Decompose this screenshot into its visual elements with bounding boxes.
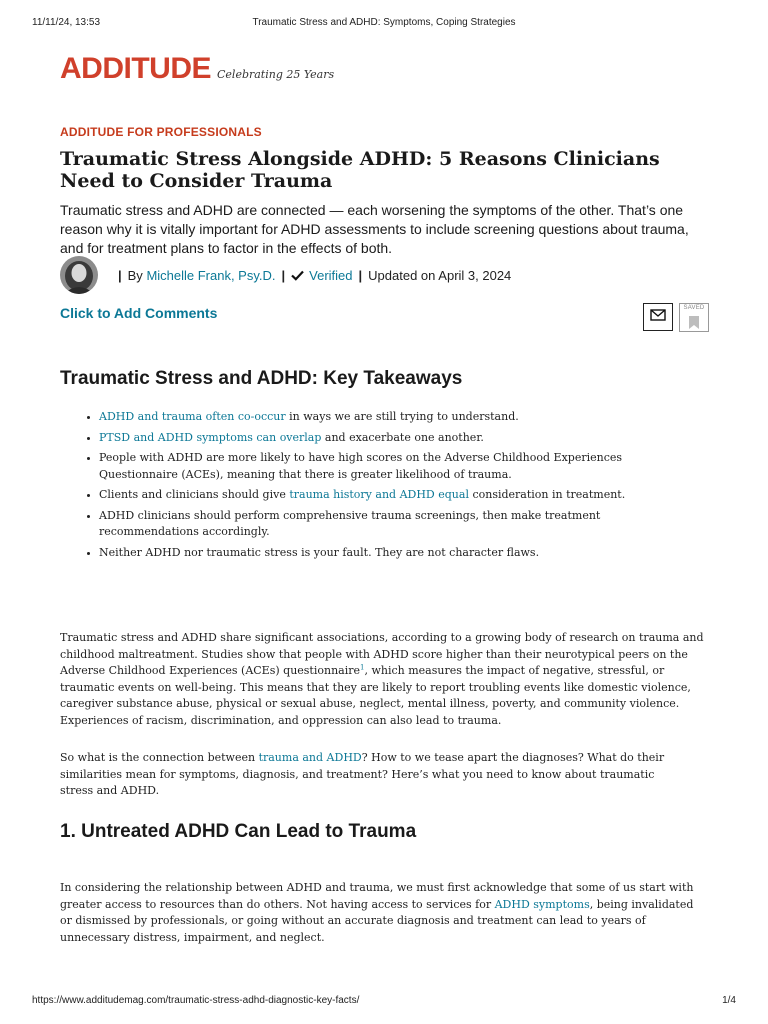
body-paragraph bbox=[60, 880, 695, 946]
author-avatar[interactable] bbox=[60, 256, 98, 294]
print-page-number: 1/4 bbox=[722, 995, 736, 1006]
print-url: https://www.additudemag.com/traumatic-stress-adhd-diagnostic-key-facts/ bbox=[32, 995, 360, 1006]
email-button[interactable] bbox=[643, 303, 673, 331]
byline-by: By bbox=[127, 267, 143, 283]
inline-link[interactable]: trauma and ADHD bbox=[258, 751, 362, 764]
paragraph-text: , being invalidated or dismissed by professionals, or going without an accurate diagnosis and treatment can lead to years of unnecessary distress, impairment, and neglect. bbox=[60, 897, 694, 944]
section-heading: 1. Untreated ADHD Can Lead to Trauma bbox=[60, 821, 417, 842]
verified-link[interactable]: Verified bbox=[309, 267, 353, 283]
print-doc-title: Traumatic Stress and ADHD: Symptoms, Coping Strategies bbox=[252, 17, 516, 28]
print-date: 11/11/24, 13:53 bbox=[32, 17, 101, 28]
bookmark-icon bbox=[689, 316, 699, 334]
list-item bbox=[99, 487, 699, 504]
paragraph-text: , which measures the impact of negative, stressful, or traumatic events on well-being. This means that they are likely to report troubling events like domestic violence, caregiver substance abuse, physical or sexual abuse, neglect, mental illness, poverty, and community violence. Experiences of racism, discrimination, and oppression can also lead to trauma. bbox=[60, 664, 691, 727]
body-paragraph bbox=[60, 630, 715, 730]
article-category[interactable]: ADDITUDE FOR PROFESSIONALS bbox=[60, 125, 262, 139]
takeaway-text: People with ADHD are more likely to have high scores on the Adverse Childhood Experiences Questionnaire (ACEs), meaning that there is greater likelihood of trauma. bbox=[99, 451, 623, 481]
takeaway-link[interactable]: ADHD and trauma often co-occur bbox=[99, 410, 286, 423]
updated-date: Updated on April 3, 2024 bbox=[368, 267, 512, 283]
article-deck: Traumatic stress and ADHD are connected — each worsening the symptoms of the other. That’s one reason why it is vitally important for ADHD assessments to include screening questions about trauma, and for treatment plans to factor in the effects of both. bbox=[60, 202, 689, 256]
list-item bbox=[99, 450, 699, 483]
paragraph-text: Traumatic stress and ADHD share significant associations, according to a growing body of research on trauma and childhood maltreatment. Studies show that people with ADHD score higher than their neurotypical peers on the Adverse Childhood Experiences (ACEs) questionnaire bbox=[60, 631, 704, 678]
save-button[interactable] bbox=[679, 303, 709, 332]
brand-header bbox=[60, 52, 334, 86]
byline-separator: | bbox=[281, 267, 286, 283]
checkmark-icon bbox=[291, 270, 304, 281]
additude-logo[interactable]: ADDITUDE bbox=[60, 52, 211, 85]
paragraph-text: So what is the connection between bbox=[60, 751, 259, 764]
envelope-icon bbox=[650, 308, 666, 326]
takeaway-text: Neither ADHD nor traumatic stress is your fault. They are not character flaws. bbox=[99, 545, 540, 559]
list-item bbox=[99, 409, 699, 426]
list-item bbox=[99, 545, 699, 562]
byline-separator: | bbox=[358, 267, 363, 283]
takeaway-text: in ways we are still trying to understand. bbox=[285, 410, 519, 423]
body-paragraph bbox=[60, 750, 690, 800]
takeaways-heading: Traumatic Stress and ADHD: Key Takeaways bbox=[60, 368, 463, 389]
article-title: Traumatic Stress Alongside ADHD: 5 Reasons Clinicians Need to Consider Trauma bbox=[60, 148, 660, 192]
takeaway-link[interactable]: PTSD and ADHD symptoms can overlap bbox=[99, 430, 322, 444]
byline bbox=[60, 256, 511, 294]
paragraph-text: ? How to we tease apart the diagnoses? What do their similarities mean for symptoms, diagnosis, and treatment? Here’s what you need to know about traumatic stress and ADHD. bbox=[60, 751, 665, 798]
add-comments-link[interactable]: Click to Add Comments bbox=[60, 305, 218, 321]
brand-tagline: Celebrating 25 Years bbox=[217, 68, 335, 81]
takeaway-text: ADHD clinicians should perform comprehensive trauma screenings, then make treatment recommendations accordingly. bbox=[99, 508, 601, 538]
list-item bbox=[99, 508, 699, 541]
author-link[interactable]: Michelle Frank, Psy.D. bbox=[146, 267, 276, 283]
paragraph-text: In considering the relationship between ADHD and trauma, we must first acknowledge that some of us start with greater access to resources than do others. Not having access to services for bbox=[60, 881, 694, 911]
takeaway-text: Clients and clinicians should give bbox=[99, 488, 290, 501]
inline-link[interactable]: ADHD symptoms bbox=[494, 897, 590, 911]
takeaway-text: and exacerbate one another. bbox=[321, 430, 484, 444]
footnote-link[interactable]: 1 bbox=[360, 663, 365, 672]
takeaway-text: consideration in treatment. bbox=[468, 488, 626, 501]
list-item bbox=[99, 430, 699, 447]
takeaways-list bbox=[60, 409, 699, 565]
byline-separator: | bbox=[118, 267, 122, 283]
saved-label: SAVED bbox=[683, 305, 705, 311]
takeaway-link[interactable]: trauma history and ADHD equal bbox=[289, 488, 469, 501]
